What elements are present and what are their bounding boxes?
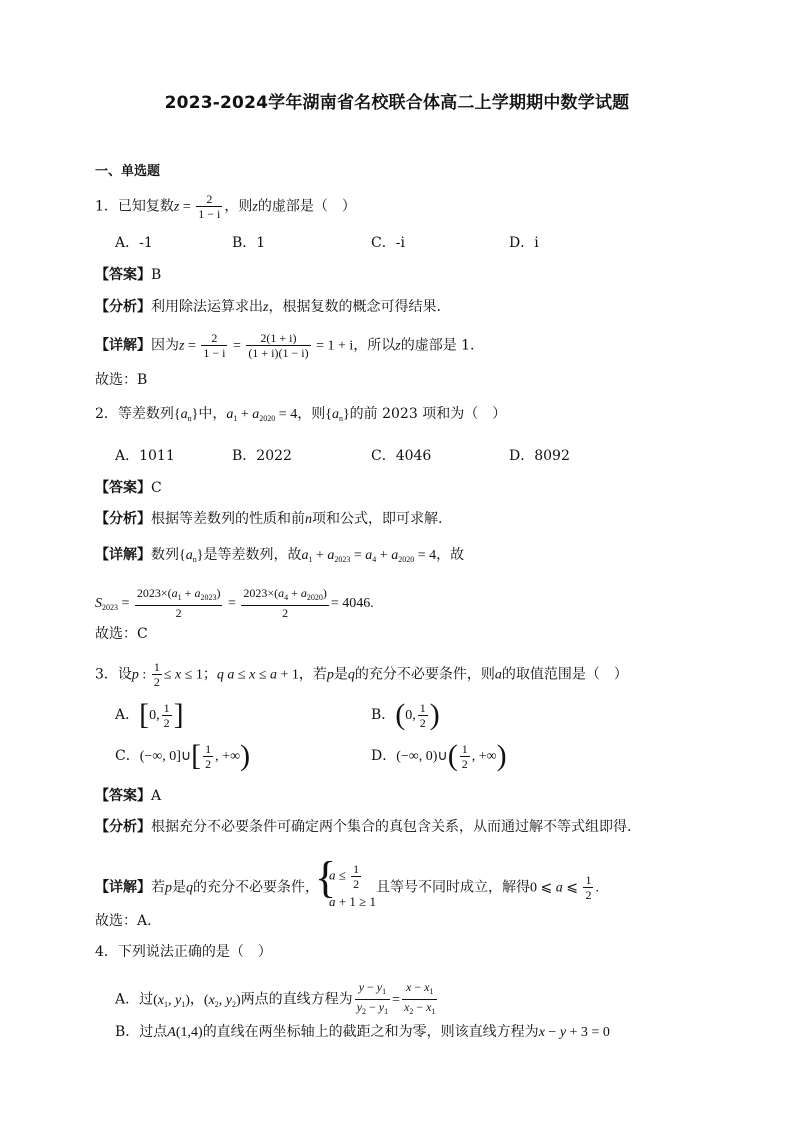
q1-analysis: 【分析】利用除法运算求出z，根据复数的概念可得结果.	[95, 299, 441, 315]
q3-inequality-system: { a ≤ $\frac{1}{2}$ a + 1 ≥ 1	[319, 862, 376, 913]
q1-fraction: $\frac{2}{1 - i}$	[198, 192, 221, 221]
q1-option-a: A．-1	[115, 235, 153, 251]
q2-conclusion: 故选：C	[95, 626, 148, 642]
q3-option-c: C．(−∞, 0]∪[ $\frac{1}{2}$ , +∞)	[115, 739, 251, 772]
q3-option-a: A．[0, $\frac{1}{2}$ ]	[115, 698, 184, 731]
q3-stem: 3．设p : $\frac{1}{2}$ ≤ x ≤ 1；q a ≤ x ≤ a + 1，若p是q的充分不必要条件，则a的取值范围是（ ）	[95, 660, 628, 689]
q3-answer: 【答案】A	[95, 788, 162, 804]
q1-option-b: B．1	[232, 235, 266, 251]
q1-answer: 【答案】B	[95, 267, 162, 283]
q1-conclusion: 故选：B	[95, 372, 148, 388]
q3-detail: 【详解】若p是q的充分不必要条件， { a ≤ $\frac{1}{2}$ a + 1 ≥ 1 且等号不同时成立，解得0 ⩽ a ⩽ $\frac{1}{2}$ .	[95, 862, 599, 913]
q2-option-d: D．8092	[509, 448, 570, 464]
q2-stem: 2．等差数列$\{a_n\}$中，$a_1 + a_{2020} = 4$，则$\{a_n\}$的前 2023 项和为（ ）	[95, 406, 507, 423]
page-title: 2023-2024学年湖南省名校联合体高二上学期期中数学试题	[164, 93, 630, 113]
q1-stem: 1．已知复数z = $\frac{2}{1 - i}$ ，则z的虚部是（ ）	[95, 192, 356, 221]
q2-analysis: 【分析】根据等差数列的性质和前n项和公式，即可求解.	[95, 511, 443, 527]
q2-option-c: C．4046	[371, 448, 432, 464]
q1-detail: 【详解】因为z = $\frac{2}{1 - i}$ = $\frac{2(1 + i)}{(1 + i)(1 - i)}$ = 1 + i，所以z的虚部是 1.	[95, 331, 475, 360]
q3-conclusion: 故选：A.	[95, 913, 152, 929]
q2-option-a: A．1011	[115, 448, 175, 464]
q2-detail: 【详解】数列$\{a_n\}$是等差数列，故$a_1 + a_{2023} = a_4 + a_{2020} = 4$，故	[95, 547, 465, 564]
q4-stem: 4．下列说法正确的是（ ）	[95, 944, 272, 960]
q4-option-a: A．过($x_1$, $y_1$)，($x_2$, $y_2$)两点的直线方程为 $\frac{y - y_1}{y_2 - y_1}$ = $\frac{x - x_1}{x_2 - x_1}$	[115, 980, 436, 1016]
q4-option-b: B．过点A(1,4)的直线在两坐标轴上的截距之和为零，则该直线方程为x − y + 3 = 0	[115, 1024, 610, 1040]
q2-sum-formula: $S_{2023}$ = $\frac{2023\times(a_1 + a_{2023})}{2}$ = $\frac{2023\times(a_4 + a_{2020})}{2}$ = 4046.	[95, 586, 374, 620]
q2-option-b: B．2022	[232, 448, 292, 464]
q1-option-c: C．-i	[371, 235, 405, 251]
q3-option-d: D．(−∞, 0)∪( $\frac{1}{2}$ , +∞)	[371, 739, 507, 772]
section-heading-single-choice: 一、单选题	[95, 164, 161, 179]
q2-answer: 【答案】C	[95, 480, 162, 496]
q3-option-b: B．(0, $\frac{1}{2}$ )	[371, 698, 440, 731]
q1-option-d: D．i	[509, 235, 539, 251]
q3-analysis: 【分析】根据充分不必要条件可确定两个集合的真包含关系，从而通过解不等式组即得.	[95, 819, 632, 835]
